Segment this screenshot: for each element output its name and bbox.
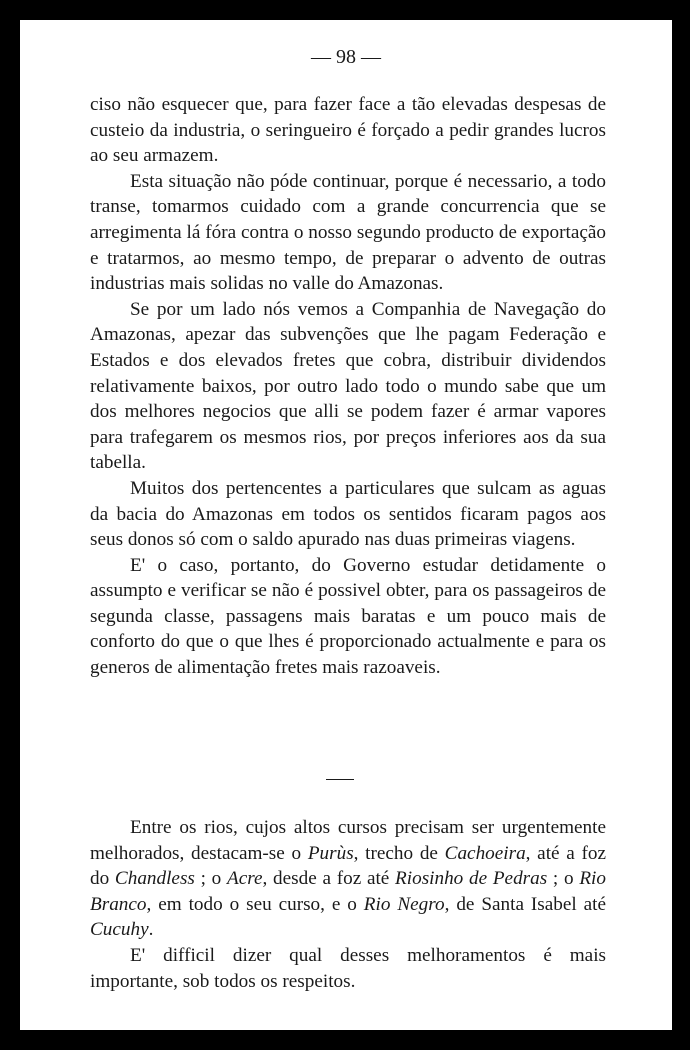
section-text (90, 815, 606, 994)
place-name: Cucuhy (90, 919, 149, 941)
river-name: Purùs (307, 842, 354, 864)
section-separator (326, 779, 354, 780)
river-name: Rio Branco (90, 868, 606, 915)
page-number: — 98 — (311, 46, 381, 68)
paragraph-1: ciso não esquecer que, para fazer face a tão elevadas despesas de custeio da industria, o seringueiro é forçado a pedir grandes lucros ao seu armazem. (90, 94, 606, 167)
paragraph-2: Esta situação não póde continuar, porque é necessario, a todo transe, tomarmos cuidado com a grande concurrencia que se arregimenta lá fóra contra o nosso segundo producto de exportação e tratarmos, ao mesmo tempo, de preparar o advento de outras industrias mais solidas no valle do Amazonas. (90, 170, 606, 295)
paragraph-4: Muitos dos pertencentes a particulares que sulcam as aguas da bacia do Amazonas em todos os sentidos ficaram pagos aos seus donos só com o saldo apurado nas duas primeiras viagens. (90, 477, 606, 551)
paragraph-7: E' difficil dizer qual desses melhoramentos é mais importante, sob todos os respeitos. (90, 944, 606, 992)
book-page (20, 20, 672, 1030)
main-text (90, 92, 606, 681)
paragraph-5: E' o caso, portanto, do Governo estudar detidamente o assumpto e verificar se não é possivel obter, para os passageiros de segunda classe, passagens mais baratas e um pouco mais de conforto do que o que lhes é proporcionado actualmente e para os generos de alimentação fretes mais razoaveis. (90, 554, 606, 679)
river-name: Acre (227, 868, 263, 890)
place-name: Riosinho de Pedras (395, 868, 548, 890)
paragraph-6: Entre os rios, cujos altos cursos precisam ser urgentemente melhorados, destacam-se o Purùs, trecho de Cachoeira, até a foz do Chandless ; o Acre, desde a foz até Riosinho de Pedras ; o Rio Branco, em todo o seu curso, e o Rio Negro, de Santa Isabel até Cucuhy. (90, 817, 606, 941)
river-name: Chandless (114, 868, 195, 890)
river-name: Rio Negro (363, 893, 445, 915)
place-name: Cachoeira (444, 842, 526, 864)
paragraph-3: Se por um lado nós vemos a Companhia de Navegação do Amazonas, apezar das subvenções que lhe pagam Federação e Estados e dos elevados fretes que cobra, distribuir dividendos relativamente baixos, por outro lado todo o mundo sabe que um dos melhores negocios que alli se podem fazer é armar vapores para trafegarem os mesmos rios, por preços inferiores aos da sua tabella. (90, 298, 606, 474)
